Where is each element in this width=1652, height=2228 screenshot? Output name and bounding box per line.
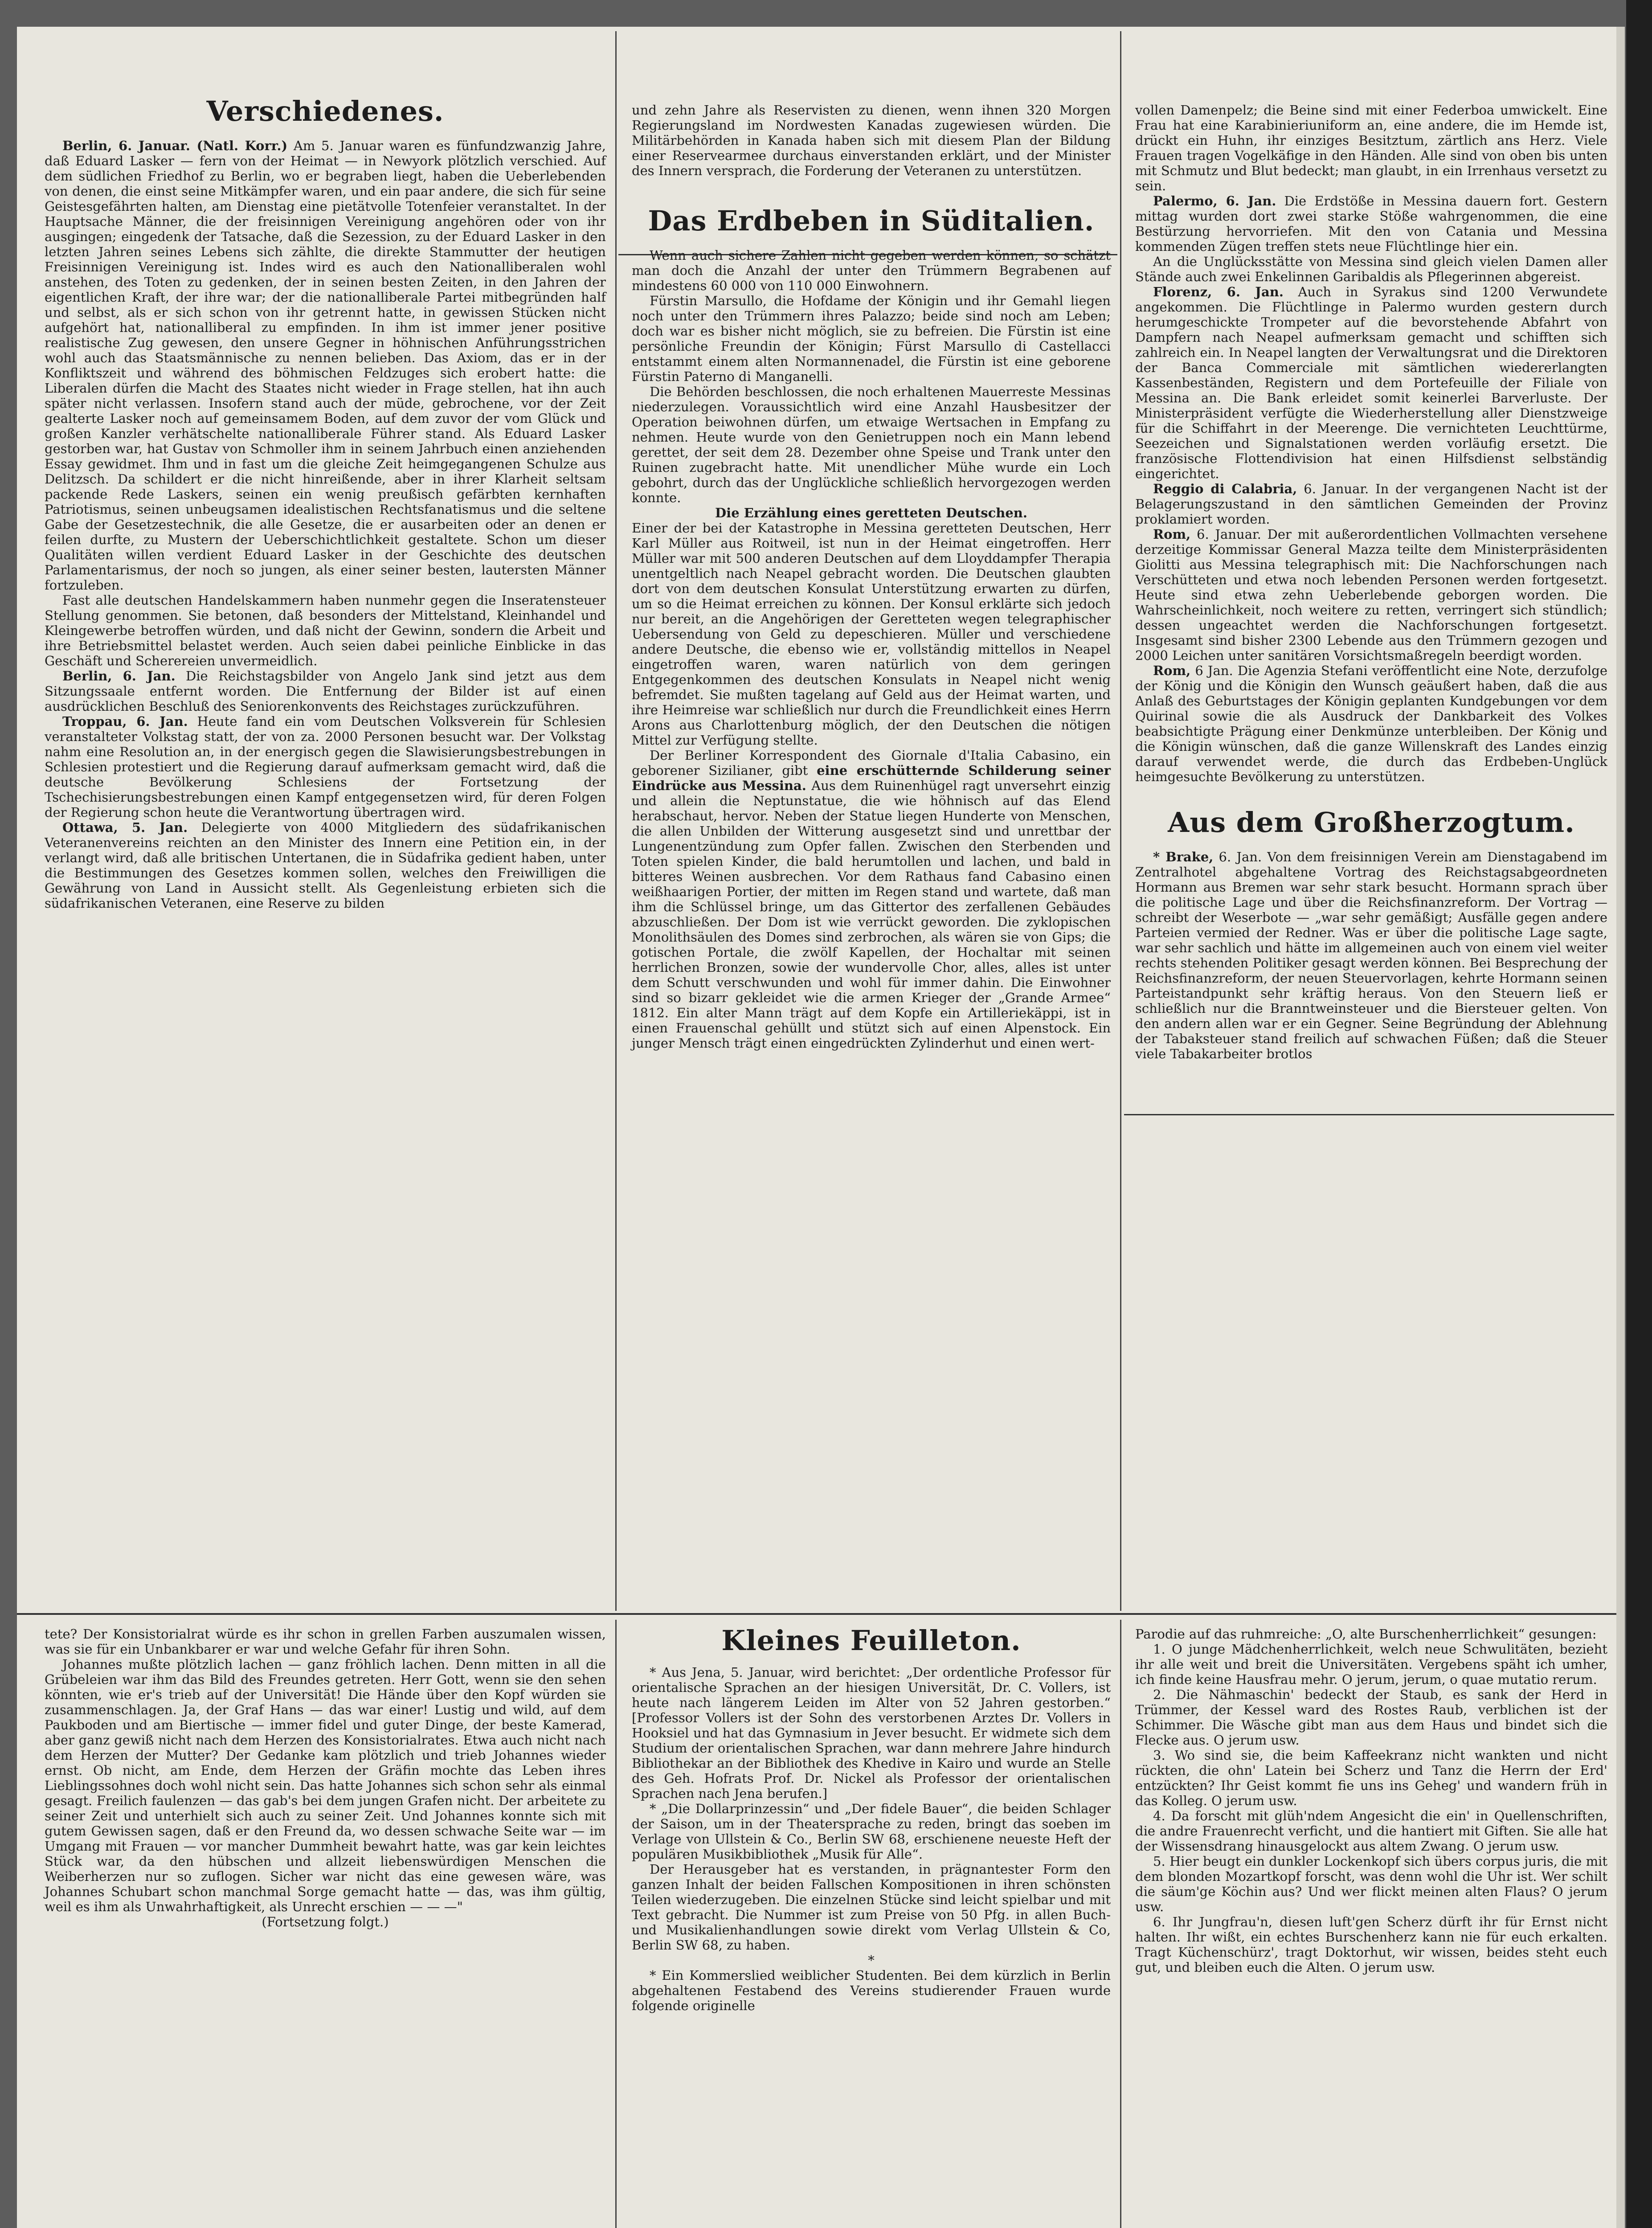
feuilleton-text: Johannes mußte plötzlich lachen — ganz fröhlich lachen. Denn mitten in all die Grübeleien war ihm das Bild des Freundes getreten. Herr Gott, wenn sie den sehen könnten, wie er's trieb auf der Universität! Die Hände über den Kopf würden sie zusammenschlagen. Ja, der Graf Hans — das war einer! Lustig und wild, auf dem Paukboden und am Biertische — immer fidel und guter Dinge, der beste Kamerad, aber ganz gewiß nicht nach dem Herzen des Konsistorialrates. Etwa auch nicht nach dem Herzen der Mutter? Der Gedanke kam plötzlich und trieb Johannes wieder ernst. Ob nicht, am Ende, dem Herzen der Gräfin mochte das Leben ihres Lieblingssohnes doch wohl nicht sein. Das hatte Johannes sich schon sehr als einmal gesagt. Freilich faulenzen — das gab's bei dem jungen Grafen nicht. Der arbeitete zu seiner Zeit und unterhielt sich auch zu seiner Zeit. Und Johannes konnte sich mit gutem Gewissen sagen, daß er den Freund da, wo dessen schwache Seite war — im Umgang mit Frauen — vor mancher Dummheit bewahrt hatte, was gar kein leichtes Stück war, da den hübschen und allzeit liebenswürdigen Menschen die Weiberherzen nur so zuflogen. Sicher war nicht das eine gewesen wäre, was Johannes Schubart schon manchmal Sorge gemacht hatte — das, was ihm gültig, weil es ihm als Unwahrhaftigkeit, als Unrecht erschien — — —" (45, 1657, 606, 1914)
article-text: 6 Jan. Die Agenzia Stefani veröffentlicht eine Note, derzufolge der König und die Königin den Wunsch geäußert haben, daß die aus Anlaß des Geburtstages der Königin geplanten Kundgebungen vor dem Quirinal sowie die als Ausdruck der Dankbarkeit des Volkes beabsichtigte Prägung einer Denkmünze unterbleiben. Der König und die Königin wünschen, daß die ganze Willenskraft des Landes einzig darauf verwendet werde, die durch das Erdbeben-Unglück heimgesuchte Bevölkerung zu unterstützen. (1135, 663, 1608, 784)
poem-verse: 3. Wo sind sie, die beim Kaffeekranz nicht wankten und nicht rückten, die ohn' Latein bei Scherz und Tanz die Herrn der Erd' entzückten? Ihr Geist kommt fie uns ins Geheg' und wandern früh in das Kolleg. O jerum usw. (1135, 1748, 1607, 1808)
article-text: An die Unglücksstätte von Messina sind gleich vielen Damen aller Stände auch zwei Enkelinnen Garibaldis als Pflegerinnen abgereist. (1135, 254, 1607, 284)
article-text: Delegierte von 4000 Mitgliedern des südafrikanischen Veteranenvereins reichten an den Minister des Innern eine Petition ein, in der verlangt wird, daß alle britischen Untertanen, die in Südafrika gedient haben, unter die Bestimmungen des Gesetzes kommen sollen, welches den Freiwilligen die Gewährung von Land in Aussicht stellt. Als Gegenleistung erbieten sich die südafrikanischen Veteranen, eine Reserve zu bilden (45, 820, 606, 911)
column-3 (1135, 102, 1607, 1061)
dateline: Florenz, 6. Jan. (1153, 284, 1284, 299)
feuilleton-middle (632, 1622, 1111, 2013)
column-rule (615, 31, 617, 1611)
article-text: Am 5. Januar waren es fünfundzwanzig Jahre, daß Eduard Lasker — fern von der Heimat — in Newyork plötzlich verschied. Auf dem südlichen Friedhof zu Berlin, wo er begraben liegt, haben die Ueberlebenden von denen, die einst seine Mitkämpfer waren, und ein paar andere, die sich für seine Geistesgefährten halten, am Dienstag eine pietätvolle Totenfeier veranstaltet. In der Hauptsache Männer, die der freisinnigen Vereinigung angehören oder von ihr ausgingen; eingedenk der Tatsache, daß die Sezession, zu der Eduard Lasker in den letzten Jahren seines Lebens sich zählte, die direkte Stammutter der heutigen Freisinnigen Vereinigung ist. Indes wird es auch den Nationalliberalen wohl anstehen, des Toten zu gedenken, der in seinen besten Zeiten, in den Jahren der eigentlichen Kraft, der ihre war; der die nationalliberale Partei mitbegründen half und selbst, als er sich schon von ihr getrennt hatte, in gewissen Stücken nicht aufgehört hat, nationalliberal zu empfinden. In ihm ist immer jener positive realistische Zug gewesen, den unsere Gegner in höhnischen Anführungsstrichen wohl auch das Staatsmännische zu nennen belieben. Das Axiom, das er in der Konfliktszeit und während des böhmischen Feldzuges sich erobert hatte: die Liberalen dürfen die Macht des Staates nicht wieder in Frage stellen, hat ihn auch später nicht verlassen. Insofern stand auch der müde, gebrochene, vor der Zeit gealterte Lasker noch auf gemeinsamem Boden, auf dem zuvor der vom Glück und großen Kanzler verhätschelte nationalliberale Führer stand. Als Eduard Lasker gestorben war, hat Gustav von Schmoller ihm in seinem Jahrbuch einen anziehenden Essay gewidmet. Ihm und in fast um die gleiche Zeit heimgegangenen Schulze aus Delitzsch. Da schildert er die nicht hinreißende, aber in ihrer Klarheit seltsam packende Rede Laskers, seinen ein wenig preußisch gefärbten kernhaften Patriotismus, seinen unbeugsamen idealistischen Rechtsfanatismus und die seltene Gabe der Gesetzestechnik, die alle Gesetze, die er ausarbeiten oder an denen er feilen durfte, zu Mustern der Ueberschichtlichkeit gestaltete. Schon um dieser Qualitäten willen verdient Eduard Lasker in der Geschichte des deutschen Parlamentarismus, der noch so jungen, als einer seiner besten, lautersten Männer fortzuleben. (45, 138, 606, 593)
dateline: Palermo, 6. Jan. (1153, 193, 1276, 209)
dateline: Troppau, 6. Jan. (62, 714, 188, 729)
article-text: Auch in Syrakus sind 1200 Verwundete angekommen. Die Flüchtlinge in Palermo wurden gestern durch herumgeschickte Trompeter auf die bevorstehende Abfahrt von Dampfern nach Neapel aufmerksam gemacht und schifften sich zahlreich ein. In Neapel langten der Verwaltungsrat und die Direktoren der Banca Commerciale mit sämtlichen wiedererlangten Kassenbeständen, Registern und dem Portefeuille der Filiale von Messina an. Die Bank erleidet somit keinerlei Barverluste. Der Ministerpräsident verfügte die Wiederherstellung aller Dienstzweige für die Schiffahrt in der Meerenge. Die vernichteten Leuchttürme, Seezeichen und Signalstationen werden vorläufig ersetzt. Die französische Flottendivision hat einen Hilfsdienst selbständig eingerichtet. (1135, 284, 1608, 481)
article-text: Aus dem Ruinenhügel ragt unversehrt einzig und allein die Neptunstatue, die wie höhnisch auf das Elend herabschaut, hervor. Neben der Statue liegen Hunderte von Menschen, die allen Unbilden der Witterung ausgesetzt sind und unrettbar der Lungenentzündung zum Opfer fallen. Zwischen den Sterbenden und Toten spielen Kinder, die bald herumtollen und lachen, und bald in bitteres Weinen ausbrechen. Vor dem Rathaus fand Cabasino einen weißhaarigen Portier, der mitten im Regen stand und wartete, daß man ihm die Schlüssel bringe, um das Gittertor des zerfallenen Gebäudes abzuschließen. Der Dom ist wie verrückt geworden. Die zyklopischen Monolithsäulen des Domes sind zerbrochen, als wären sie von Gips; die gotischen Portale, die zwölf Kapellen, der Hochaltar mit seinen herrlichen Bronzen, sowie der wundervolle Chor, alles, alles ist unter dem Schutt verschwunden und wohl für immer dahin. Die Einwohner sind so bizarr gekleidet wie die armen Krieger der „Grande Armee“ 1812. Ein alter Mann trägt auf dem Kopfe ein Artilleriekäppi, ist in einen Frauenschal gehüllt und stützt sich auf einen Alpenstock. Ein junger Mensch trägt einen eingedrückten Zylinderhut und einen wert- (632, 778, 1111, 1051)
page-edge (1615, 27, 1625, 2228)
newspaper-page (17, 27, 1616, 2228)
heading-grossherzogtum: Aus dem Großherzogtum. (1168, 806, 1575, 839)
poem-intro: Parodie auf das ruhmreiche: „O, alte Burschenherrlichkeit“ gesungen: (1135, 1626, 1597, 1642)
feuilleton-left (45, 1626, 606, 1929)
column-1 (45, 89, 606, 911)
subheading: Die Erzählung eines geretteten Deutschen. (715, 505, 1027, 520)
section-rule (1124, 1114, 1614, 1115)
article-text: Die Erdstöße in Messina dauern fort. Gestern mittag wurden dort zwei starke Stöße wahrgenommen, die eine Bestürzung hervorriefen. Mit den von Catania und Messina kommenden Zügen treffen stets neue Flüchtlinge hier ein. (1135, 193, 1607, 254)
article-text: Einer der bei der Katastrophe in Messina geretteten Deutschen, Herr Karl Müller aus Roitweil, ist nun in der Heimat eingetroffen. Herr Müller war mit 500 anderen Deutschen auf dem Lloyddampfer Therapia unentgeltlich nach Neapel gebracht worden. Die Deutschen glaubten dort von dem deutschen Konsulat Unterstützung erwarten zu dürfen, um so die Heimat erreichen zu können. Der Konsul erklärte sich jedoch nur bereit, an die Angehörigen der Geretteten wegen telegraphischer Uebersendung von Geld zu depeschieren. Müller und verschiedene andere Deutsche, die ebenso wie er, vollständig mittellos in Neapel eingetroffen waren, waren natürlich von dem geringen Entgegenkommen des deutschen Konsulats in Neapel nicht wenig befremdet. Sie mußten tagelang auf Geld aus der Heimat warten, und ihre Heimreise war schließlich nur durch die Freundlichkeit eines Herrn Arons aus Charlottenburg möglich, der den Deutschen die nötigen Mittel zur Verfügung stellte. (632, 520, 1111, 748)
article-text: vollen Damenpelz; die Beine sind mit einer Federboa umwickelt. Eine Frau hat eine Karabinieriuniform an, eine andere, die im Hemde ist, drückt ein Huhn, ihr einziges Besitztum, zärtlich ans Herz. Viele Frauen tragen Vogelkäfige in den Händen. Alle sind von oben bis unten mit Schmutz und Blut bedeckt; man glaubt, in ein Irrenhaus versetzt zu sein. (1135, 102, 1607, 193)
poem-verse: 4. Da forscht mit glüh'ndem Angesicht die ein' in Quellenschriften, die andre Frauenrecht verficht, und die hantiert mit Giften. Sie alle hat der Wissensdrang hinausgelockt aus altem Zwang. O jerum usw. (1135, 1808, 1607, 1854)
article-text: Die Behörden beschlossen, die noch erhaltenen Mauerreste Messinas niederzulegen. Voraussichtlich wird eine Anzahl Hausbesitzer der Operation beiwohnen dürfen, um etwaige Wertsachen in Empfang zu nehmen. Heute wurde von den Genietruppen noch ein Mann lebend gerettet, der seit dem 28. Dezember ohne Speise und Trank unter den Ruinen zugebracht hatte. Mit unendlicher Mühe wurde ein Loch gebohrt, durch das der Unglückliche schließlich hervorgezogen werden konnte. (632, 384, 1111, 505)
feuilleton-right (1135, 1626, 1607, 1975)
dateline: Berlin, 6. Jan. (62, 668, 176, 684)
feuilleton-text: Der Herausgeber hat es verstanden, in prägnantester Form den ganzen Inhalt der beiden Fallschen Kompositionen in ihren schönsten Teilen wiederzugeben. Die einzelnen Stücke sind leicht spielbar und mit Text gebracht. Die Nummer ist zum Preise von 50 Pfg. in allen Buch- und Musikalienhandlungen sowie direkt vom Verlag Ullstein & Co, Berlin SW 68, zu haben. (632, 1862, 1111, 1953)
article-text: Wenn auch sichere Zahlen nicht gegeben werden können, so schätzt man doch die Anzahl der unter den Trümmern Begrabenen auf mindestens 60 000 von 110 000 Einwohnern. (632, 248, 1111, 293)
feuilleton-text: * Aus Jena, 5. Januar, wird berichtet: „Der ordentliche Professor für orientalische Sprachen an der hiesigen Universität, Dr. C. Vollers, ist heute nach längerem Leiden im Alter von 52 Jahren gestorben.“ [Professor Vollers ist der Sohn des verstorbenen Arztes Dr. Vollers in Hooksiel und hat das Gymnasium in Jever besucht. Er widmete sich dem Studium der orientalischen Sprachen, war dann mehrere Jahre hindurch Bibliothekar an der Bibliothek des Khedive in Kairo und wurde an Stelle des Geh. Hofrats Prof. Dr. Nickel als Professor der orientalischen Sprachen nach Jena berufen.] (632, 1665, 1111, 1801)
dateline: Rom, (1153, 663, 1191, 678)
heading-feuilleton: Kleines Feuilleton. (721, 1624, 1021, 1657)
heading-erdbeben: Das Erdbeben in Süditalien. (648, 205, 1095, 237)
column-rule (1120, 31, 1121, 1611)
article-text: Die Reichstagsbilder von Angelo Jank sind jetzt aus dem Sitzungssaale entfernt worden. Die Entfernung der Bilder ist auf einen ausdrücklichen Beschluß des Seniorenkonvents des Reichstages zurückzuführen. (45, 668, 606, 714)
article-emphasis: eine erschütternde Schilderung seiner Eindrücke aus Messina. (632, 763, 1111, 793)
article-text: und zehn Jahre als Reservisten zu dienen, wenn ihnen 320 Morgen Regierungsland im Nordwesten Kanadas zugewiesen würden. Die Militärbehörden in Kanada haben sich mit diesem Plan der Bildung einer Reservearmee durchaus einverstanden erklärt, und der Minister des Innern versprach, die Forderung der Veteranen zu unterstützen. (632, 102, 1111, 178)
article-text: 6. Januar. In der vergangenen Nacht ist der Belagerungszustand in den sämtlichen Gemeinden der Provinz proklamiert worden. (1135, 481, 1607, 527)
article-text: Fast alle deutschen Handelskammern haben nunmehr gegen die Inseratensteuer Stellung genommen. Sie betonen, daß besonders der Mittelstand, Kleinhandel und Kleingewerbe betroffen würden, und daß nicht der Gewinn, sondern die Arbeit und ihre Betriebsmittel belastet werden. Auch seien dabei peinliche Einblicke in das Geschäft und Scherereien unvermeidlich. (45, 593, 606, 668)
continuation-note: (Fortsetzung folgt.) (262, 1914, 389, 1929)
dateline: Rom, (1153, 527, 1191, 542)
column-rule (1120, 1620, 1121, 2228)
scanner-edge (1626, 0, 1652, 2228)
poem-verse: 5. Hier beugt ein dunkler Lockenkopf sich übers corpus juris, die mit dem blonden Mozartkopf forscht, was denn wohl die Uhr ist. Wer schilt die säum'ge Köchin aus? Und wer flickt meinen alten Flaus? O jerum usw. (1135, 1854, 1607, 1914)
column-2 (632, 102, 1111, 1051)
dateline: * Brake, (1153, 849, 1214, 864)
dateline: Ottawa, 5. Jan. (62, 820, 188, 835)
column-rule (615, 1620, 617, 2228)
article-text: Fürstin Marsullo, die Hofdame der Königin und ihr Gemahl liegen noch unter den Trümmern ihres Palazzo; beide sind noch am Leben; doch war es bisher nicht möglich, sie zu befreien. Die Fürstin ist eine persönliche Freundin der Königin; Fürst Marsullo di Castellacci entstammt einem alten Normannenadel, die Fürstin ist eine geborene Fürstin Paterno di Manganelli. (632, 293, 1111, 384)
article-text: 6. Jan. Von dem freisinnigen Verein am Dienstagabend im Zentralhotel abgehaltene Vortrag des Reichstagsabgeordneten Hormann aus Bremen war sehr stark besucht. Hormann sprach über die politische Lage und über die Reichsfinanzreform. Der Vortrag — schreibt der Weserbote — „war sehr gemäßigt; Ausfälle gegen andere Parteien vermied der Redner. Was er über die politische Lage sagte, war sehr sachlich und hätte im allgemeinen auch von einem viel weiter rechts stehenden Politiker gesagt werden können. Bei Besprechung der Reichsfinanzreform, der neuen Steuervorlagen, kehrte Hormann seinen Parteistandpunkt sehr kräftig heraus. Von den Steuern ließ er schließlich nur die Branntweinsteuer und die Biersteuer gelten. Von den andern allen war er ein Gegner. Seine Begründung der Ablehnung der Tabaksteuer stand freilich auf schwachen Füßen; daß die Steuer viele Tabakarbeiter brotlos (1135, 849, 1607, 1061)
feuilleton-rule (17, 1613, 1616, 1615)
poem-verse: 6. Ihr Jungfrau'n, diesen luft'gen Scherz dürft ihr für Ernst nicht halten. Ihr wißt, ein echtes Burschenherz kann nie für euch erkalten. Tragt Küchenschürz', tragt Doktorhut, wir wissen, beides steht euch gut, und bleiben euch die Alten. O jerum usw. (1135, 1914, 1607, 1975)
poem-verse: 1. O junge Mädchenherrlichkeit, welch neue Schwulitäten, bezieht ihr alle weit und breit die Universitäten. Vergebens späht ich umher, ich finde keine Hausfrau mehr. O jerum, jerum, o quae mutatio rerum. (1135, 1642, 1607, 1687)
article-text: 6. Januar. Der mit außerordentlichen Vollmachten versehene derzeitige Kommissar General Mazza teilte dem Ministerpräsidenten Giolitti aus Messina telegraphisch mit: Die Nachforschungen nach Verschütteten und etwa noch lebenden Personen werden fortgesetzt. Heute sind etwa zehn Ueberlebende geborgen worden. Die Wahrscheinlichkeit, noch weitere zu retten, verringert sich stündlich; dessen ungeachtet werden die Nachforschungen fortgesetzt. Insgesamt sind bisher 2300 Lebende aus den Trümmern gezogen und 2000 Leichen unter sanitären Vorsichtsmaßregeln beerdigt worden. (1135, 527, 1608, 663)
poem-verse: 2. Die Nähmaschin' bedeckt der Staub, es sank der Herd in Trümmer, der Kessel ward des Rostes Raub, verblichen ist der Schimmer. Die Wäsche gibt man aus dem Haus und bindet sich die Flecke aus. O jerum usw. (1135, 1687, 1607, 1748)
feuilleton-text: * Ein Kommerslied weiblicher Studenten. Bei dem kürzlich in Berlin abgehaltenen Festabend des Vereins studierender Frauen wurde folgende originelle (632, 1968, 1111, 2013)
separator-star: * (868, 1953, 875, 1968)
heading-verschiedenes: Verschiedenes. (206, 95, 444, 127)
feuilleton-text: tete? Der Konsistorialrat würde es ihr schon in grellen Farben auszumalen wissen, was sie für ein Unbankbarer er war und welche Gefahr für ihren Sohn. (45, 1626, 606, 1657)
feuilleton-text: * „Die Dollarprinzessin“ und „Der fidele Bauer“, die beiden Schlager der Saison, um in der Theatersprache zu reden, bringt das soeben im Verlage von Ullstein & Co., Berlin SW 68, erschienene neueste Heft der populären Musikbibliothek „Musik für Alle“. (632, 1801, 1111, 1862)
dateline: Berlin, 6. Januar. (Natl. Korr.) (62, 138, 288, 153)
article-text: Der Berliner Korrespondent des Giornale d'Italia Cabasino, ein geborener Sizilianer, gibt (632, 748, 1111, 778)
article-text: Heute fand ein vom Deutschen Volksverein für Schlesien veranstalteter Volkstag statt, der von za. 2000 Personen besucht war. Der Volkstag nahm eine Resolution an, in der energisch gegen die Slawisierungsbestrebungen in Schlesien protestiert und die Regierung darauf aufmerksam gemacht wird, daß die deutsche Bevölkerung Schlesiens der Fortsetzung der Tschechisierungsbestrebungen einen Kampf entgegensetzen wird, für deren Folgen der Regierung schon heute die Verantwortung übertragen wird. (45, 714, 606, 820)
dateline: Reggio di Calabria, (1153, 481, 1297, 496)
